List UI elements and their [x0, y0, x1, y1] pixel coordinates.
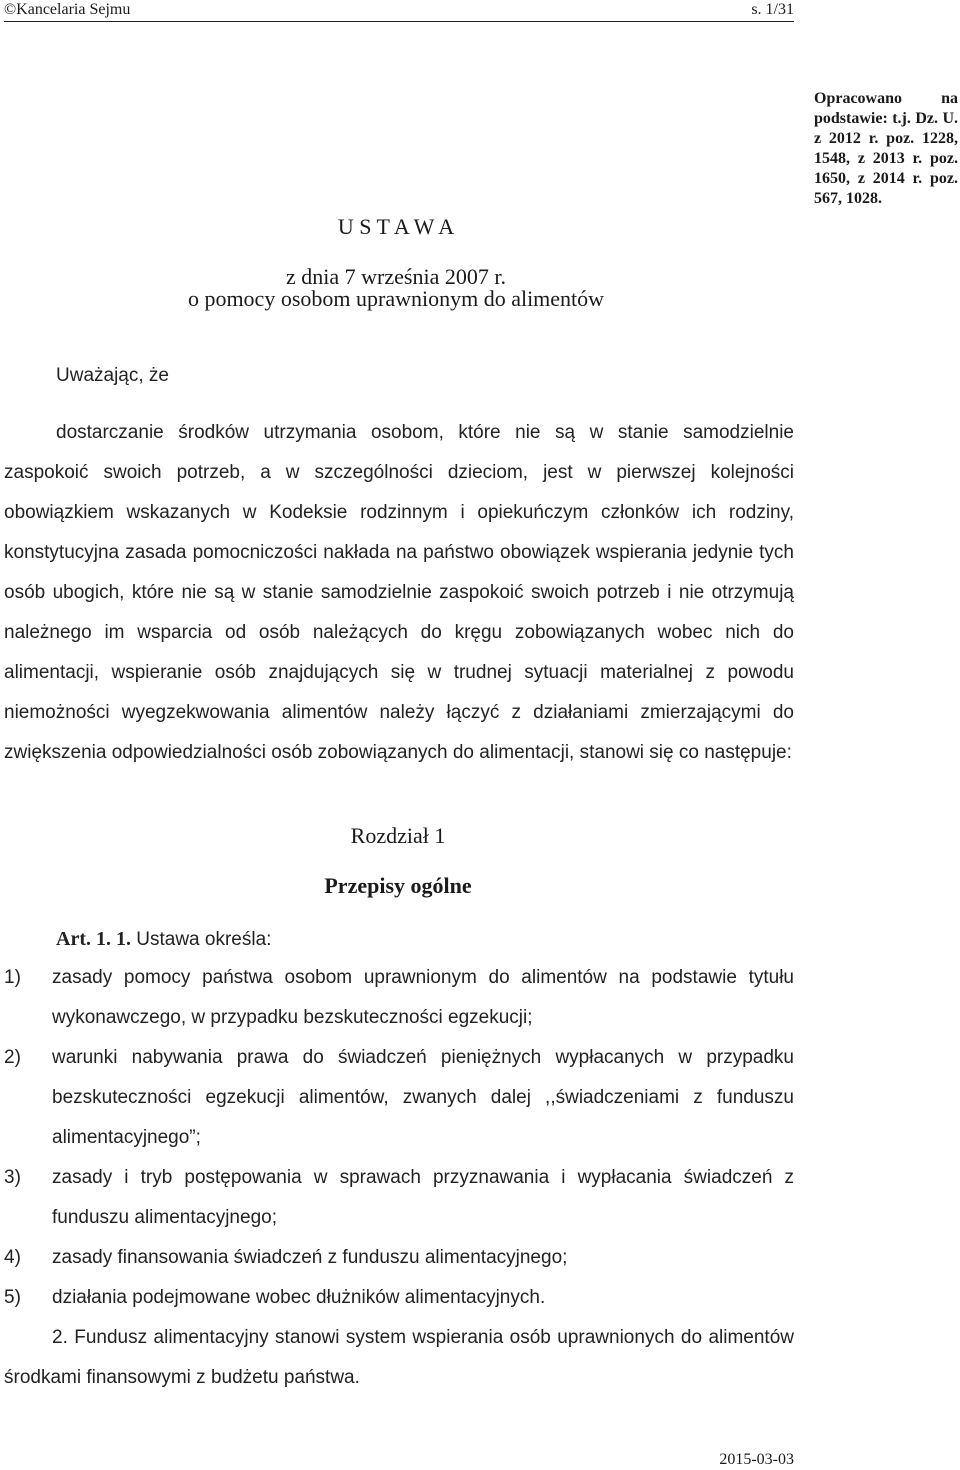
item-number: 3): [4, 1167, 21, 1188]
chapter-title: Przepisy ogólne: [324, 873, 472, 898]
item-number: 1): [4, 967, 21, 988]
item-number: 2): [4, 1047, 21, 1068]
article-heading: [56, 925, 271, 954]
item-number: 5): [4, 1287, 21, 1308]
page-number: s. 1/31: [751, 1, 794, 18]
header-divider: [4, 21, 794, 22]
preamble-text: dostarczanie środków utrzymania osobom, które nie są w stanie samodzielnie zaspokoić swoich potrzeb, a w szczególności dzieciom, jest w pierwszej kolejności obowiązkiem wskazanych w Kodeksie rodzinnym i opiekuńczym członków ich rodziny, konstytucyjna zasada pomocniczości nakłada na państwo obowiązek wspierania jedynie tych osób ubogich, które nie są w stanie samodzielnie zaspokoić swoich potrzeb i nie otrzymują należnego im wsparcia od osób należących do kręgu zobowiązanych wobec nich do alimentacji, wspieranie osób znajdujących się w trudnej sytuacji materialnej z powodu niemożności wyegzekwowania alimentów należy łączyć z działaniami zmierzającymi do zwiększenia odpowiedzialności osób zobowiązanych do alimentacji, stanowi się co następuje:: [4, 422, 794, 763]
footer-date: 2015-03-03: [719, 1451, 794, 1468]
article-intro: Ustawa określa:: [136, 929, 272, 950]
source-note: Opracowano na podstawie: t.j. Dz. U. z 2012 r. poz. 1228, 1548, z 2013 r. poz. 1650, z 2014 r. poz. 567, 1028.: [814, 90, 958, 207]
act-type: U S T A W A: [337, 214, 455, 239]
item-text: zasady finansowania świadczeń z funduszu alimentacyjnego;: [52, 1247, 568, 1268]
item-text: warunki nabywania prawa do świadczeń pieniężnych wypłacanych w przypadku bezskuteczności egzekucji alimentów, zwanych dalej ,,świadczeniami z funduszu alimentacyjnego”;: [52, 1047, 794, 1148]
item-number: 4): [4, 1247, 21, 1268]
item-text: działania podejmowane wobec dłużników alimentacyjnych.: [52, 1287, 546, 1308]
article-paragraph-2: 2. Fundusz alimentacyjny stanowi system wspierania osób uprawnionych do alimentów środkami finansowymi z budżetu państwa.: [4, 1327, 794, 1388]
item-text: zasady pomocy państwa osobom uprawnionym do alimentów na podstawie tytułu wykonawczego, w przypadku bezskuteczności egzekucji;: [52, 967, 794, 1028]
act-title: o pomocy osobom uprawnionym do alimentów: [187, 286, 605, 311]
header-source: ©Kancelaria Sejmu: [4, 1, 131, 18]
chapter-number: Rozdział 1: [350, 823, 446, 848]
item-text: zasady i tryb postępowania w sprawach przyznawania i wypłacania świadczeń z funduszu alimentacyjnego;: [52, 1167, 794, 1228]
article-label: Art. 1. 1.: [56, 928, 131, 950]
preamble-lead: Uważając, że: [56, 365, 169, 386]
act-date: z dnia 7 września 2007 r.: [286, 264, 506, 289]
